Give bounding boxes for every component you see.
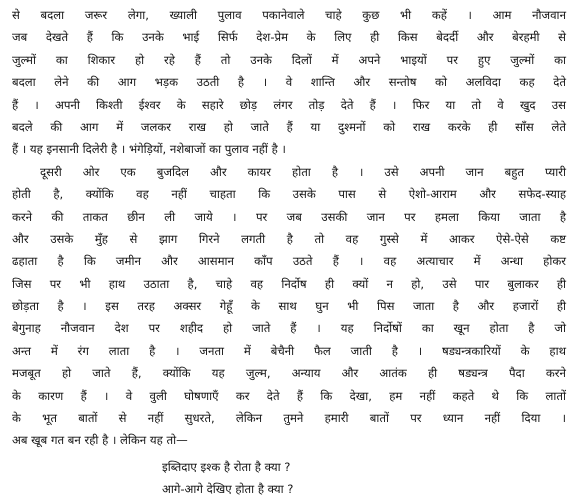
- text-line: हैं । अपनी किश्ती ईश्वर के सहारे छोड़ लंगर तोड़ देते हैं । फिर या तो वे खुद उस: [12, 97, 566, 112]
- text-line: अब खूब गत बन रही है । लेकिन यह तो—: [12, 433, 188, 448]
- text-line: जब देखते हैं कि उनके भाई सिर्फ देश-प्रेम के लिए ही किस बेदर्दी और बेरहमी से: [12, 30, 566, 45]
- text-line: मजबूत हो जाते हैं, क्योंकि यह जुल्म, अन्याय और आतंक ही षड्यन्त्र पैदा करने: [12, 366, 566, 381]
- text-line: करने की ताकत छीन ली जाये । पर जब उसकी जान पर हमला किया जाता है: [12, 209, 566, 224]
- text-line: अन्त में रंग लाता है । जनता में बेचैनी फैल जाती है । षड्यन्त्रकारियों के हाथ: [12, 343, 566, 358]
- text-line: के कारण हैं । वे वुली घोषणाएँ कर देते हैं कि देखा, हम नहीं कहते थे कि लातों: [12, 388, 566, 403]
- text-line: से बदला जरूर लेगा, ख्याली पुलाव पकानेवाले चाहे कुछ भी कहें । आम नौजवान: [12, 8, 566, 22]
- text-line: दूसरी ओर एक बुजदिल और कायर होता है । उसे अपनी जान बहुत प्यारी: [40, 164, 566, 179]
- couplet-verse: आगे-आगे देखिए होता है क्या ?: [162, 482, 294, 496]
- document-page: [12, 4, 566, 496]
- paragraph-1: [12, 4, 566, 161]
- text-line: बदले की आग में जलकर राख हो जाते हैं या दुश्मनों को राख करके ही साँस लेते: [12, 119, 566, 134]
- text-line: ढहाता है कि जमीन और आसमान काँप उठते हैं । वह अत्याचार में अन्धा होकर: [12, 254, 566, 269]
- couplet-verse: इब्तिदाए इश्क है रोता है क्या ?: [162, 460, 291, 474]
- text-line: हैं । यह इनसानी दिलेरी है । भंगेड़ियों, नशेबाजों का पुलाव नहीं है ।: [12, 142, 286, 157]
- text-line: छोड़ता है । इस तरह अक्सर गेहूँ के साथ घुन भी पिस जाता है और हजारों ही: [12, 299, 566, 314]
- paragraph-2: [12, 161, 566, 452]
- text-line: के भूत बातों से नहीं सुधरते, लेकिन तुमने हमारी बातों पर ध्यान नहीं दिया ।: [12, 411, 566, 426]
- text-line: और उसके मुँह से झाग गिरने लगती है तो वह गुस्से में आकर ऐसे-ऐसे कष्ट: [12, 231, 566, 246]
- couplet: [12, 456, 566, 500]
- text-line: बदला लेने की आग भड़क उठती है । वे शान्ति और सन्तोष को अलविदा कह देते: [12, 75, 566, 90]
- text-line: होती है, क्योंकि वह नहीं चाहता कि उसके पास से ऐशो-आराम और सफेद-स्याह: [12, 187, 566, 202]
- text-line: बेगुनाह नौजवान देश पर शहीद हो जाते हैं । यह निर्दोषों का खून होता है जो: [12, 321, 566, 336]
- text-line: जिस पर भी हाथ उठाता है, चाहे वह निर्दोष ही क्यों न हो, उसे पार बुलाकर ही: [12, 276, 566, 291]
- text-line: जुल्मों का शिकार हो रहे हैं तो उनके दिलों में अपने भाइयों पर हुए जुल्मों का: [12, 52, 566, 67]
